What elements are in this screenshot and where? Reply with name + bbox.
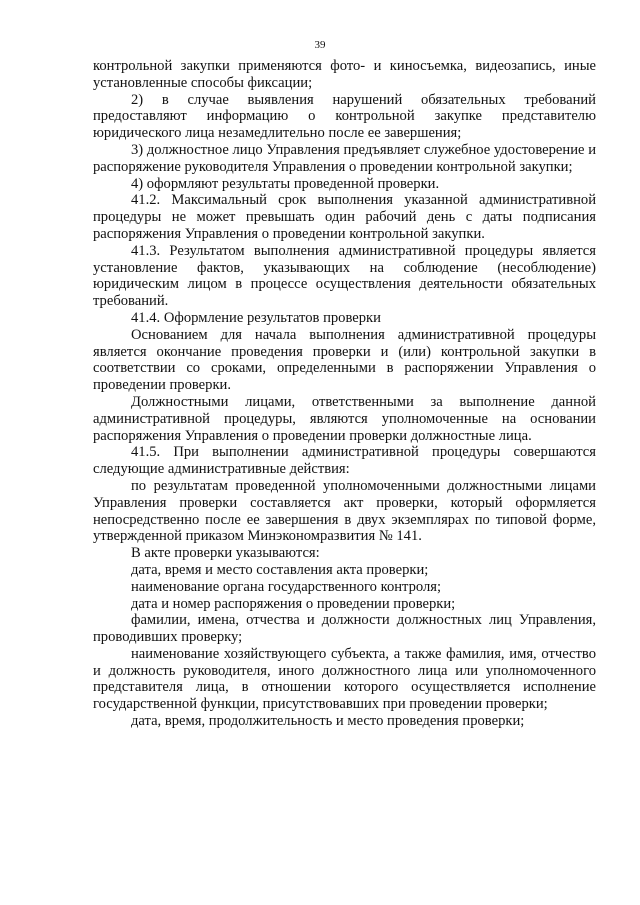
paragraph: контрольной закупки применяются фото- и киносъемка, видеозапись, иные установленные способы фиксации;	[93, 58, 596, 91]
paragraph: 41.5. При выполнении административной процедуры совершаются следующие административные действия:	[93, 444, 596, 478]
page-number: 39	[314, 39, 326, 51]
document-body	[93, 58, 596, 730]
paragraph: 41.2. Максимальный срок выполнения указанной административной процедуры не может превышать один рабочий день с даты подписания распоряжения Управления о проведении контрольной закупки.	[93, 192, 596, 242]
paragraph: 2) в случае выявления нарушений обязательных требований предоставляют информацию о контрольной закупке представителю юридического лица незамедлительно после ее завершения;	[93, 91, 596, 142]
paragraph: В акте проверки указываются:	[131, 545, 320, 562]
paragraph: 4) оформляют результаты проведенной проверки.	[131, 175, 440, 192]
list-item: дата, время, продолжительность и место проведения проверки;	[131, 713, 525, 730]
section-heading: 41.4. Оформление результатов проверки	[131, 309, 381, 326]
paragraph: 3) должностное лицо Управления предъявляет служебное удостоверение и распоряжение руководителя Управления о проведении контрольной закупки;	[93, 141, 596, 175]
paragraph: Основанием для начала выполнения административной процедуры является окончание проведения проверки и (или) контрольной закупки в соответствии со сроками, определенными в распоряжении Управления о проведении проверки.	[93, 326, 596, 394]
list-item: дата, время и место составления акта проверки;	[131, 561, 429, 578]
list-item: наименование органа государственного контроля;	[131, 578, 442, 595]
list-item: фамилии, имена, отчества и должности должностных лиц Управления, проводивших проверку;	[93, 612, 596, 646]
paragraph: 41.3. Результатом выполнения административной процедуры является установление фактов, указывающих на соблюдение (несоблюдение) юридическим лицом в процессе осуществления деятельности обязательных требований.	[93, 242, 596, 310]
paragraph: Должностными лицами, ответственными за выполнение данной административной процедуры, являются уполномоченные на основании распоряжения Управления о проведении проверки должностные лица.	[93, 393, 596, 444]
list-item: дата и номер распоряжения о проведении проверки;	[131, 595, 456, 612]
paragraph: по результатам проведенной уполномоченными должностными лицами Управления проверки составляется акт проверки, который оформляется непосредственно после ее завершения в двух экземплярах по типовой форме, утвержденной приказом Минэкономразвития № 141.	[93, 477, 596, 545]
list-item: наименование хозяйствующего субъекта, а также фамилия, имя, отчество и должность руководителя, иного должностного лица или уполномоченного представителя лица, в отношении которого осуществляется исполнение государственной функции, присутствовавших при проведении проверки;	[93, 645, 596, 713]
